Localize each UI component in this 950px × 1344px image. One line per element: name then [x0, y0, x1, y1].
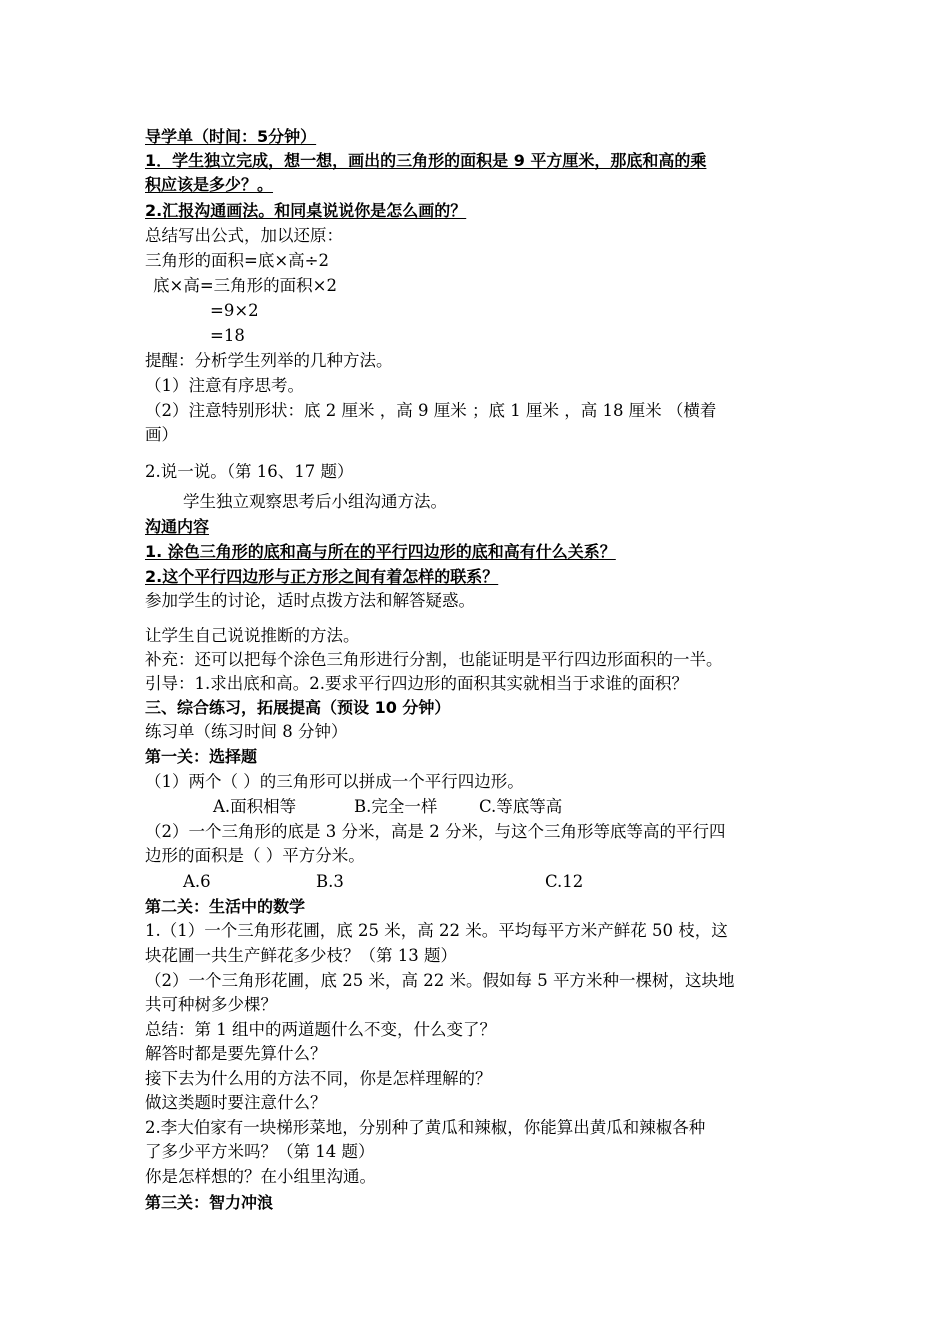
level-two-heading: 第二关：生活中的数学: [145, 897, 306, 916]
choice-1-option-b: B.完全一样: [354, 797, 438, 816]
problem-1-part-2-line-2: 共可种树多少棵？: [145, 995, 277, 1014]
question-1-line-2: 积应该是多少？。: [145, 175, 274, 194]
question-1-line-1: 1．学生独立完成，想一想，画出的三角形的面积是 9 平方厘米，那底和高的乘: [145, 151, 707, 170]
problem-1-part-1-line-2: 块花圃一共生产鲜花多少枝？（第 13 题）: [145, 946, 457, 965]
summary-question-4: 做这类题时要注意什么？: [145, 1093, 327, 1112]
choice-question-1: （1）两个（ ）的三角形可以拼成一个平行四边形。: [145, 772, 524, 791]
reminder-point-1: （1）注意有序思考。: [145, 376, 304, 395]
problem-1-part-1-line-1: 1.（1）一个三角形花圃，底 25 米，高 22 米。平均每平方米产鲜花 50 枝，这: [145, 921, 728, 940]
formula-line-4: =18: [210, 326, 245, 345]
level-three-heading: 第三关：智力冲浪: [145, 1193, 274, 1212]
choice-question-2-line-2: 边形的面积是（ ）平方分米。: [145, 846, 365, 865]
choice-2-option-a: A.6: [183, 872, 211, 891]
choice-question-2-line-1: （2）一个三角形的底是 3 分米，高是 2 分米，与这个三角形等底等高的平行四: [145, 822, 726, 841]
summary-question-1: 总结：第 1 组中的两道题什么不变，什么变了？: [145, 1020, 496, 1039]
choice-1-option-a: A.面积相等: [213, 797, 297, 816]
summary-line: 总结写出公式，加以还原：: [145, 226, 343, 245]
formula-line-3: =9×2: [210, 301, 259, 320]
guide-sheet-title: 导学单（时间：5分钟）: [145, 127, 317, 146]
guide-line: 引导：1.求出底和高。2.要求平行四边形的面积其实就相当于求谁的面积？: [145, 674, 688, 693]
supplement-line: 补充：还可以把每个涂色三角形进行分割，也能证明是平行四边形面积的一半。: [145, 650, 723, 669]
problem-2-line-1: 2.李大伯家有一块梯形菜地，分别种了黄瓜和辣椒，你能算出黄瓜和辣椒各种: [145, 1118, 706, 1137]
reminder-point-2-cont: 画）: [145, 425, 178, 444]
formula-line-2: 底×高=三角形的面积×2: [153, 276, 337, 295]
practice-sheet-title: 练习单（练习时间 8 分钟）: [145, 722, 348, 741]
teacher-guidance: 参加学生的讨论，适时点拨方法和解答疑惑。: [145, 591, 475, 610]
communication-heading: 沟通内容: [145, 517, 210, 536]
independent-observation: 学生独立观察思考后小组沟通方法。: [183, 492, 447, 511]
choice-2-option-c: C.12: [545, 872, 584, 891]
summary-question-3: 接下去为什么用的方法不同，你是怎样理解的？: [145, 1069, 492, 1088]
communication-point-1: 1. 涂色三角形的底和高与所在的平行四边形的底和高有什么关系？: [145, 542, 616, 561]
question-2: 2.汇报沟通画法。和同桌说说你是怎么画的？: [145, 201, 467, 220]
communication-point-2: 2.这个平行四边形与正方形之间有着怎样的联系？: [145, 567, 499, 586]
reminder-line: 提醒：分析学生列举的几种方法。: [145, 351, 393, 370]
say-it-line: 2.说一说。（第 16、17 题）: [145, 462, 354, 481]
choice-1-option-c: C.等底等高: [479, 797, 563, 816]
problem-2-line-2: 了多少平方米吗？（第 14 题）: [145, 1142, 375, 1161]
summary-question-2: 解答时都是要先算什么？: [145, 1044, 327, 1063]
reminder-point-2: （2）注意特别形状：底 2 厘米 ，高 9 厘米 ；底 1 厘米 ，高 18 厘米 （横着: [145, 401, 717, 420]
level-one-heading: 第一关：选择题: [145, 747, 258, 766]
choice-2-option-b: B.3: [316, 872, 344, 891]
problem-1-part-2-line-1: （2）一个三角形花圃，底 25 米，高 22 米。假如每 5 平方米种一棵树，这块地: [145, 971, 735, 990]
student-reasoning: 让学生自己说说推断的方法。: [145, 626, 360, 645]
formula-line-1: 三角形的面积=底×高÷2: [145, 251, 329, 270]
section-three-heading: 三、综合练习，拓展提高（预设 10 分钟）: [145, 698, 451, 717]
group-discussion: 你是怎样想的？在小组里沟通。: [145, 1167, 376, 1186]
